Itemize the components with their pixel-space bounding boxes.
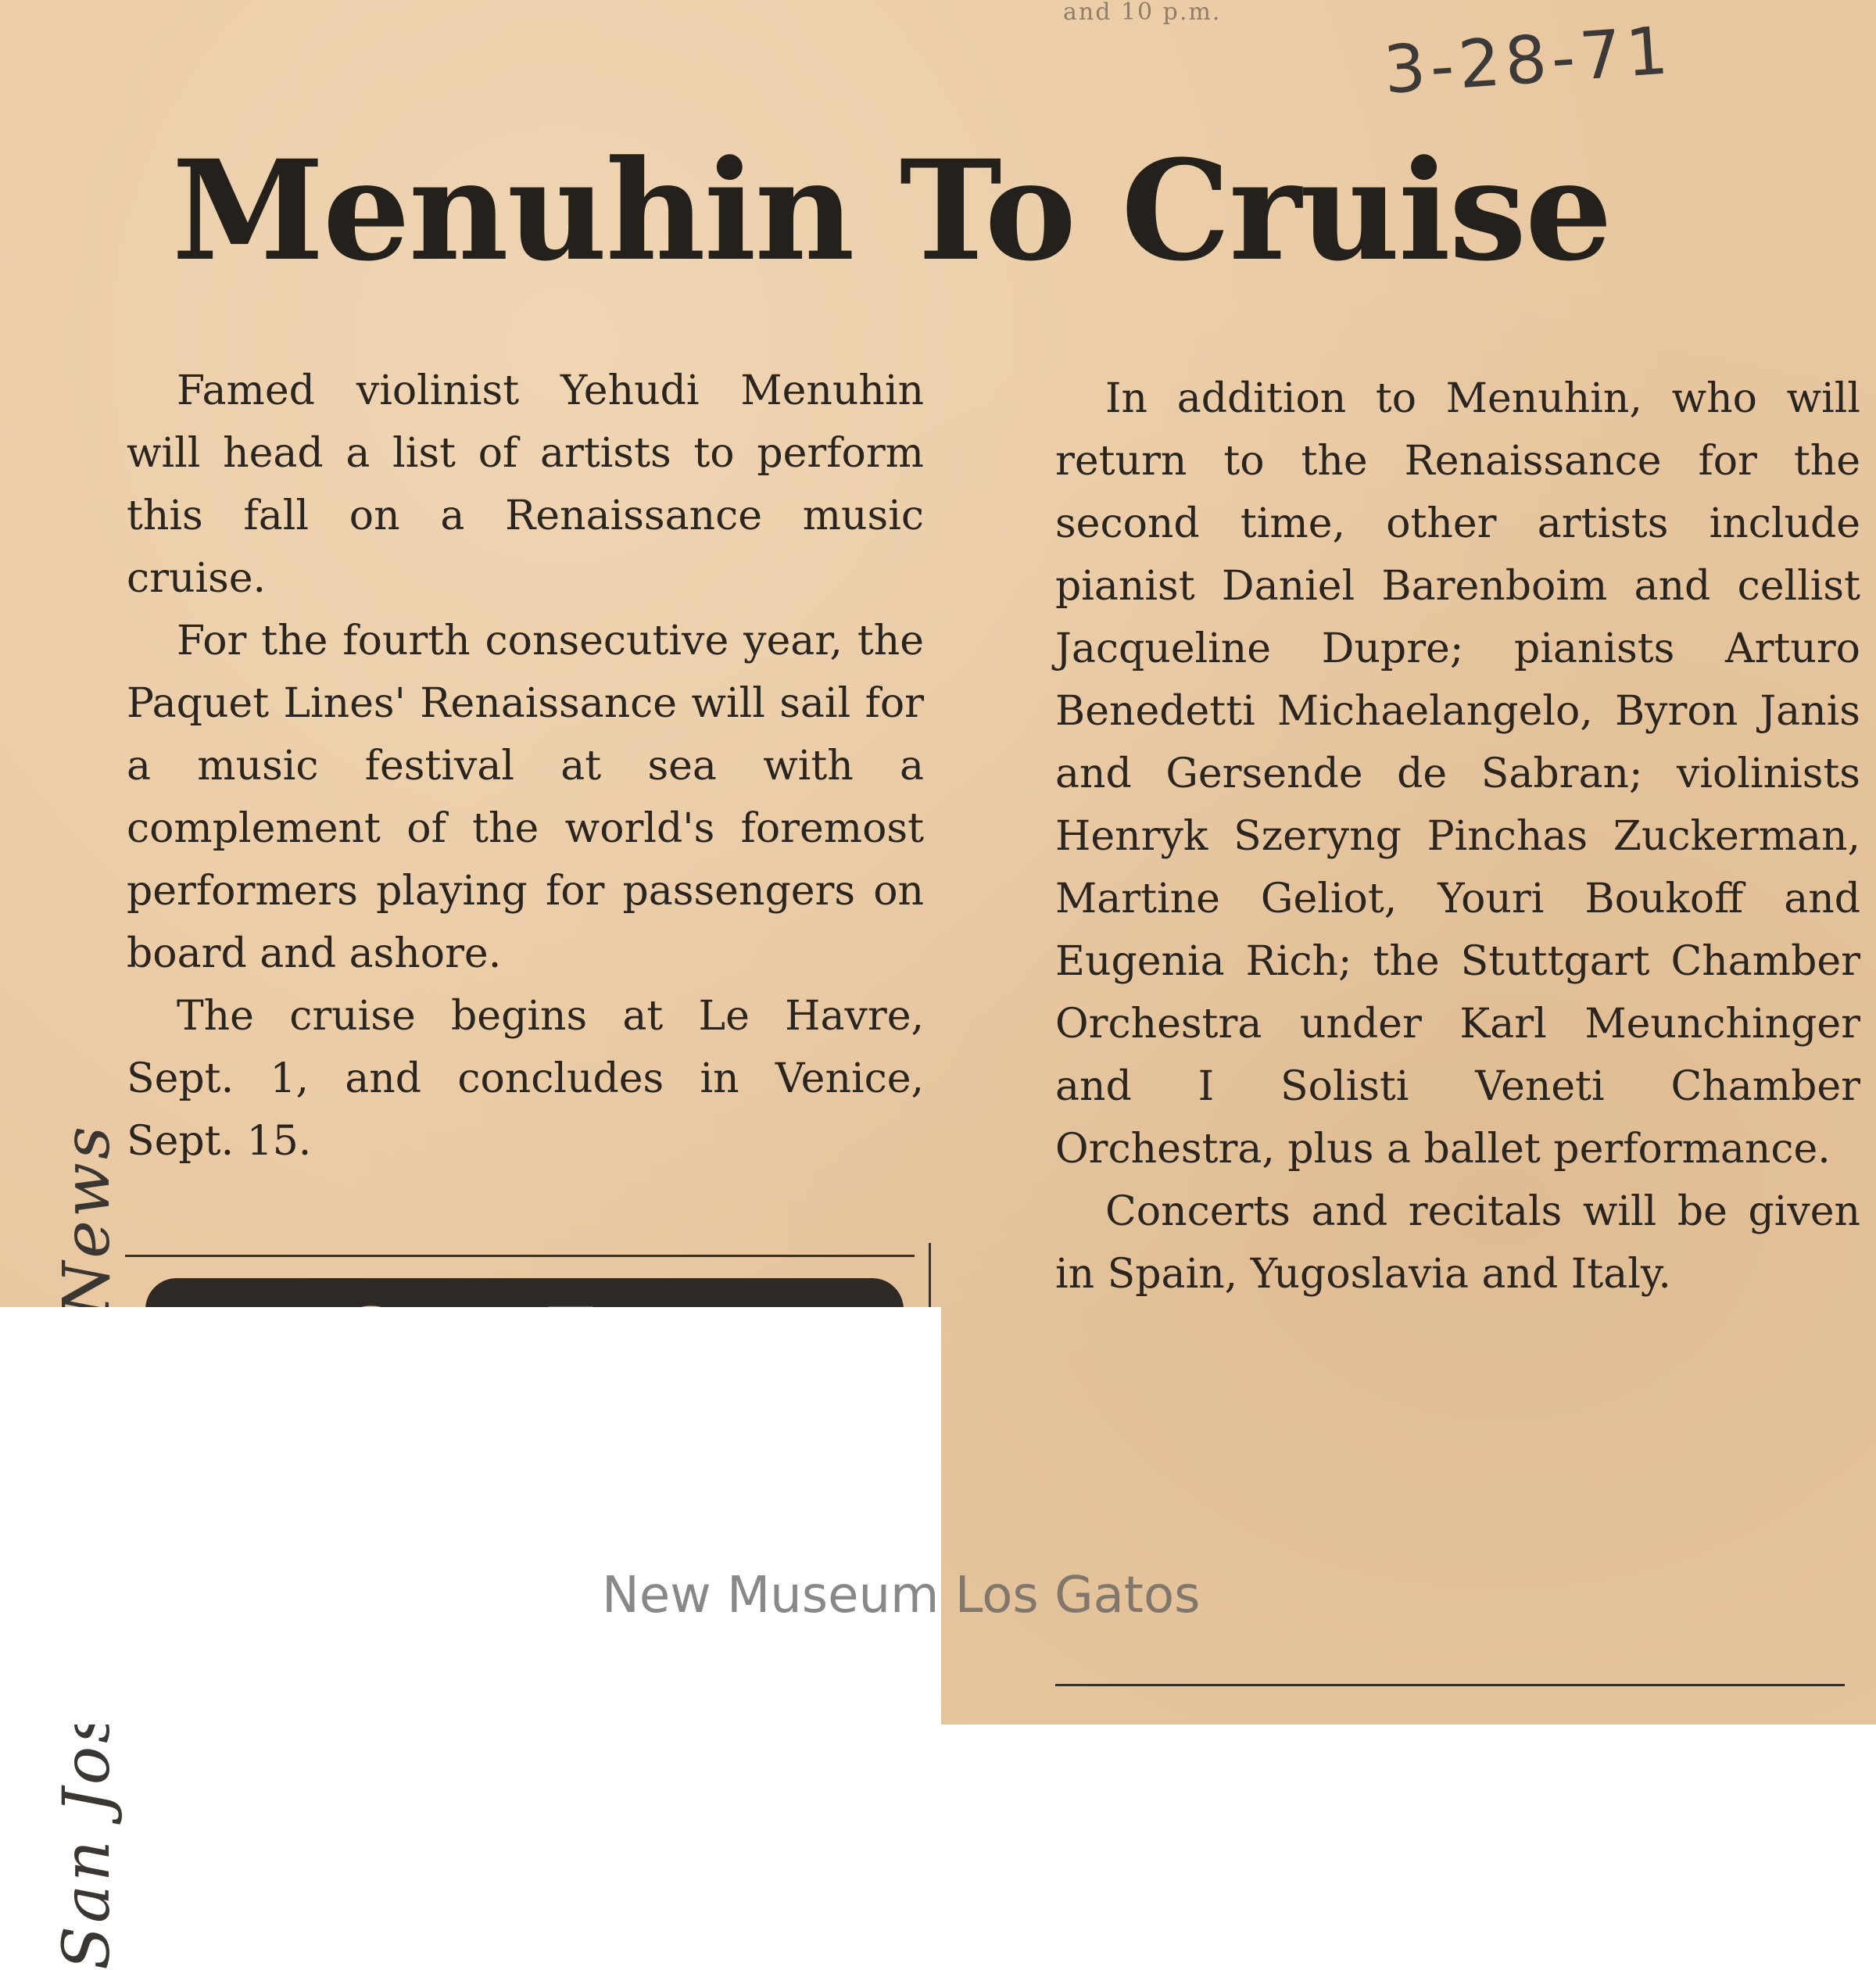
headline: Menuhin To Cruise — [172, 130, 1611, 292]
paragraph: Famed violinist Yehudi Menuhin will head a list of artists to perform this fall on a Renaissance music cruise. — [127, 367, 924, 602]
paragraph: Concerts and recitals will be given in Spain, Yugoslavia and Italy. — [1055, 1188, 1860, 1298]
paragraph: The cruise begins at Le Havre, Sept. 1, and concludes in Venice, Sept. 15. — [127, 993, 924, 1165]
column-rule — [125, 1255, 915, 1257]
column-rule — [1055, 1684, 1845, 1686]
paragraph: For the fourth consecutive year, the Paquet Lines' Renaissance will sail for a music festival at sea with a complement of the world's foremost performers playing for passengers on board and ashore. — [127, 618, 924, 977]
torn-white-edge — [930, 1360, 941, 1725]
top-cut-text: and 10 p.m. — [1063, 0, 1222, 26]
left-column — [127, 360, 924, 1173]
paragraph: In addition to Menuhin, who will return to the Renaissance for the second time, other artists include pianist Daniel Barenboim and cellist Jacqueline Dupre; pianists Arturo Benedetti Michaelangelo, Byron Janis and Gersende de Sabran; violinists Henryk Szeryng Pinchas Zuckerman, Martine Geliot, Youri Boukoff and Eugenia Rich; the Stuttgart Chamber Orchestra under Karl Meunchinger and I Solisti Veneti Chamber Orchestra, plus a ballet performance. — [1055, 375, 1860, 1173]
torn-white-area — [0, 1307, 941, 1725]
right-column — [1055, 367, 1860, 1306]
handwritten-source — [50, 485, 124, 1970]
watermark: New Museum Los Gatos — [602, 1567, 1201, 1624]
handwritten-date: 3-28-71 — [1381, 12, 1675, 109]
